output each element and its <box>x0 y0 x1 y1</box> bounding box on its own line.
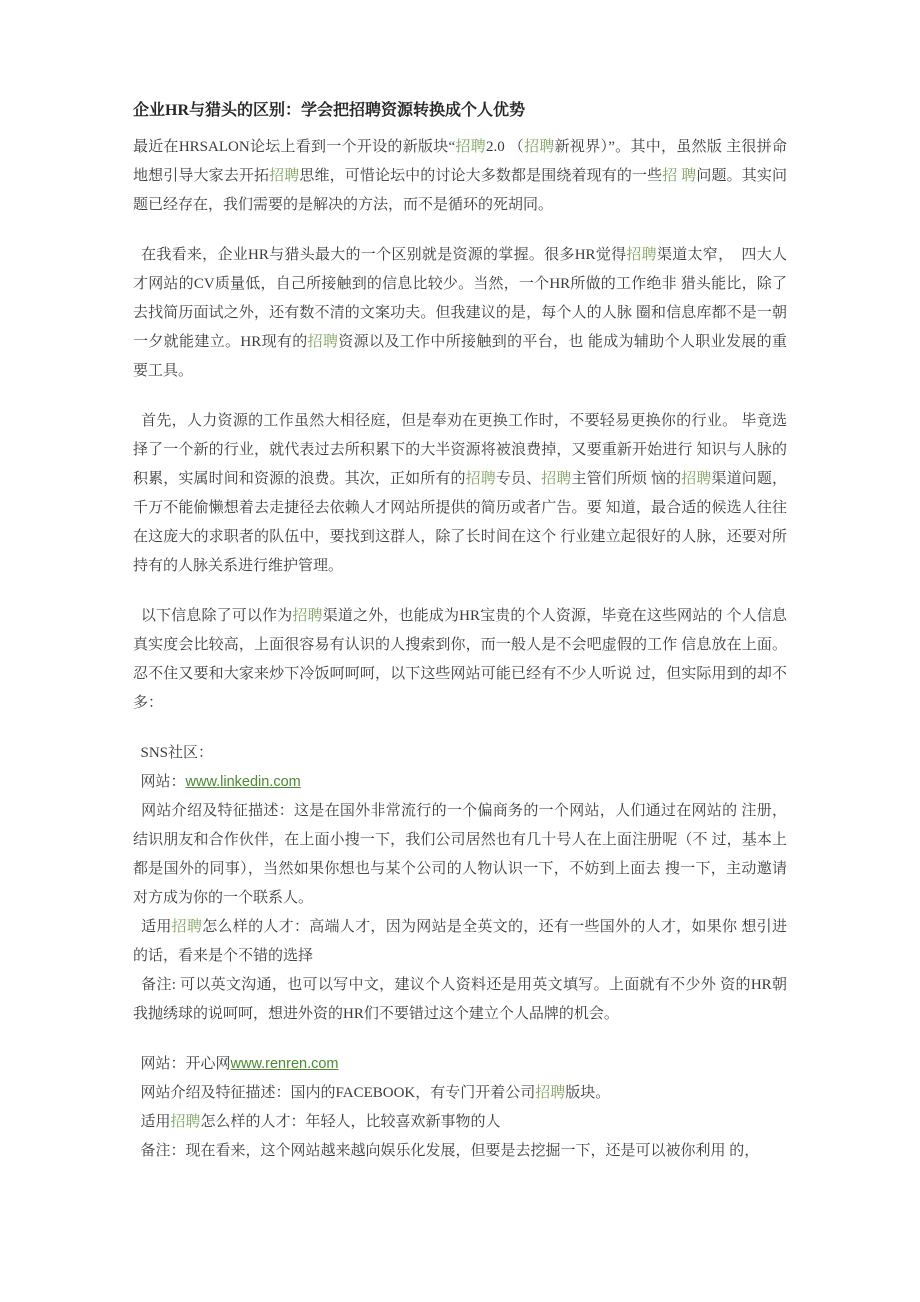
text-run: 备注: 可以英文沟通，也可以写中文，建议个人资料还是用英文填写。上面就有不少外 资的HR朝我抛绣球的说呵呵，想进外资的HR们不要错过这个建立个人品牌的机会。 <box>133 977 787 1022</box>
linkedin-note-line <box>133 971 787 1029</box>
linkedin-description <box>133 797 787 913</box>
keyword-highlight: 招聘 <box>535 1085 566 1101</box>
text-run: 备注：现在看来，这个网站越来越向娱乐化发展，但要是去挖掘一下，还是可以被你利用 的， <box>133 1143 760 1159</box>
linkedin-suitable-line <box>133 913 787 971</box>
text-run: 新视界）”。其中，虽然版 主很拼命地想引导大家去开拓 <box>133 139 787 184</box>
renren-site-line <box>133 1050 787 1079</box>
text-run: 资源以及工作中所接触到的平台，也 能成为辅助个人职业发展的重要工具。 <box>133 334 787 379</box>
keyword-highlight: 招聘 <box>292 608 323 624</box>
keyword-highlight: 招 聘 <box>662 168 697 184</box>
text-run: 渠道之外，也能成为HR宝贵的个人资源，毕竟在这些网站的 个人信息真实度会比较高，上面很容易有认识的人搜索到你，而一般人是不会吧虚假的工作 信息放在上面。忍不住又要和大家来炒下冷饭呵呵呵，以下这些网站可能已经有不少人听说 过，但实际用到的却不多： <box>133 608 787 711</box>
document-body <box>133 133 787 1166</box>
keyword-highlight: 招聘 <box>307 334 339 350</box>
keyword-highlight: 招聘 <box>171 919 203 935</box>
text-run: 版块。 <box>565 1085 611 1101</box>
text-run: 网站介绍及特征描述：国内的FACEBOOK，有专门开着公司 <box>133 1085 536 1101</box>
text-run: 在我看来，企业HR与猎头最大的一个区别就是资源的掌握。很多HR觉得 <box>133 247 627 263</box>
text-run: 问题。其实问题已经存在，我们需要的是解决的方法，而不是循环的死胡同。 <box>133 168 787 213</box>
text-run: 最近在HRSALON论坛上看到一个开设的新版块“ <box>133 139 456 155</box>
text-run: 首先，人力资源的工作虽然大相径庭，但是奉劝在更换工作时，不要轻易更换你的行业。 毕竟选择了一个新的行业，就代表过去所积累下的大半资源将被浪费掉，又要重新开始进行 知识与人脉的积累，实属时间和资源的浪费。其次，正如所有的 <box>133 413 788 487</box>
linkedin-site-line <box>133 768 787 797</box>
keyword-highlight: 招聘 <box>455 139 487 155</box>
text-run: 思维，可惜论坛中的讨论大多数都是围绕着现有的一些 <box>299 168 663 184</box>
renren-link[interactable]: www.renren.com <box>230 1056 339 1072</box>
text-run: SNS社区： <box>133 745 214 761</box>
text-run: 网站：开心网 <box>133 1056 231 1072</box>
text-run: 专员、 <box>495 471 542 487</box>
lead-paragraph <box>133 133 787 220</box>
keyword-highlight: 招聘 <box>170 1114 201 1130</box>
linkedin-link[interactable]: www.linkedin.com <box>185 774 301 790</box>
text-run: 2.0 （ <box>486 139 525 155</box>
keyword-highlight: 招聘 <box>524 139 555 155</box>
paragraph-career-advice <box>133 407 787 581</box>
sns-section-heading <box>133 739 787 768</box>
text-run: 渠道太窄， 四大人才网站的CV质量低，自己所接触到的信息比较少。当然，一个HR所做的工作绝非 猎头能比，除了去找简历面试之外，还有数不清的文案功夫。但我建议的是，每个人的人脉 圈和信息库都不是一朝一夕就能建立。HR现有的 <box>133 247 787 350</box>
keyword-highlight: 招聘 <box>465 471 496 487</box>
keyword-highlight: 招聘 <box>626 247 657 263</box>
keyword-highlight: 招聘 <box>269 168 300 184</box>
paragraph-list-intro <box>133 602 787 718</box>
text-run: 怎么样的人才：年轻人，比较喜欢新事物的人 <box>200 1114 501 1130</box>
paragraph-resources <box>133 241 787 386</box>
text-run: 适用 <box>133 1114 171 1130</box>
text-run: 网站介绍及特征描述：这是在国外非常流行的一个偏商务的一个网站，人们通过在网站的 注册，结识朋友和合作伙伴，在上面小搜一下，我们公司居然也有几十号人在上面注册呢（不 过，基本上都是国外的同事），当然如果你想也与某个公司的人物认识一下，不妨到上面去 搜一下，主动邀请对方成为你的一个联系人。 <box>133 803 788 906</box>
renren-description <box>133 1079 787 1108</box>
document-title: 企业HR与猎头的区别：学会把招聘资源转换成个人优势 <box>133 102 526 119</box>
text-run: 网站： <box>133 774 186 790</box>
keyword-highlight: 招聘 <box>541 471 572 487</box>
text-run: 怎么样的人才：高端人才，因为网站是全英文的，还有一些国外的人才，如果你 想引进的话，看来是个不错的选择 <box>133 919 787 964</box>
renren-note-line <box>133 1137 787 1166</box>
keyword-highlight: 招聘 <box>681 471 712 487</box>
text-run: 适用 <box>133 919 172 935</box>
text-run: 主管们所烦 恼的 <box>571 471 682 487</box>
renren-suitable-line <box>133 1108 787 1137</box>
text-run: 以下信息除了可以作为 <box>133 608 293 624</box>
text-run: 渠道问题，千万不能偷懒想着去走捷径去依赖人才网站所提供的简历或者广告。要 知道，最合适的候选人往往在这庞大的求职者的队伍中，要找到这群人，除了长时间在这个 行业建立起很好的人脉，还要对所持有的人脉关系进行维护管理。 <box>133 471 787 574</box>
